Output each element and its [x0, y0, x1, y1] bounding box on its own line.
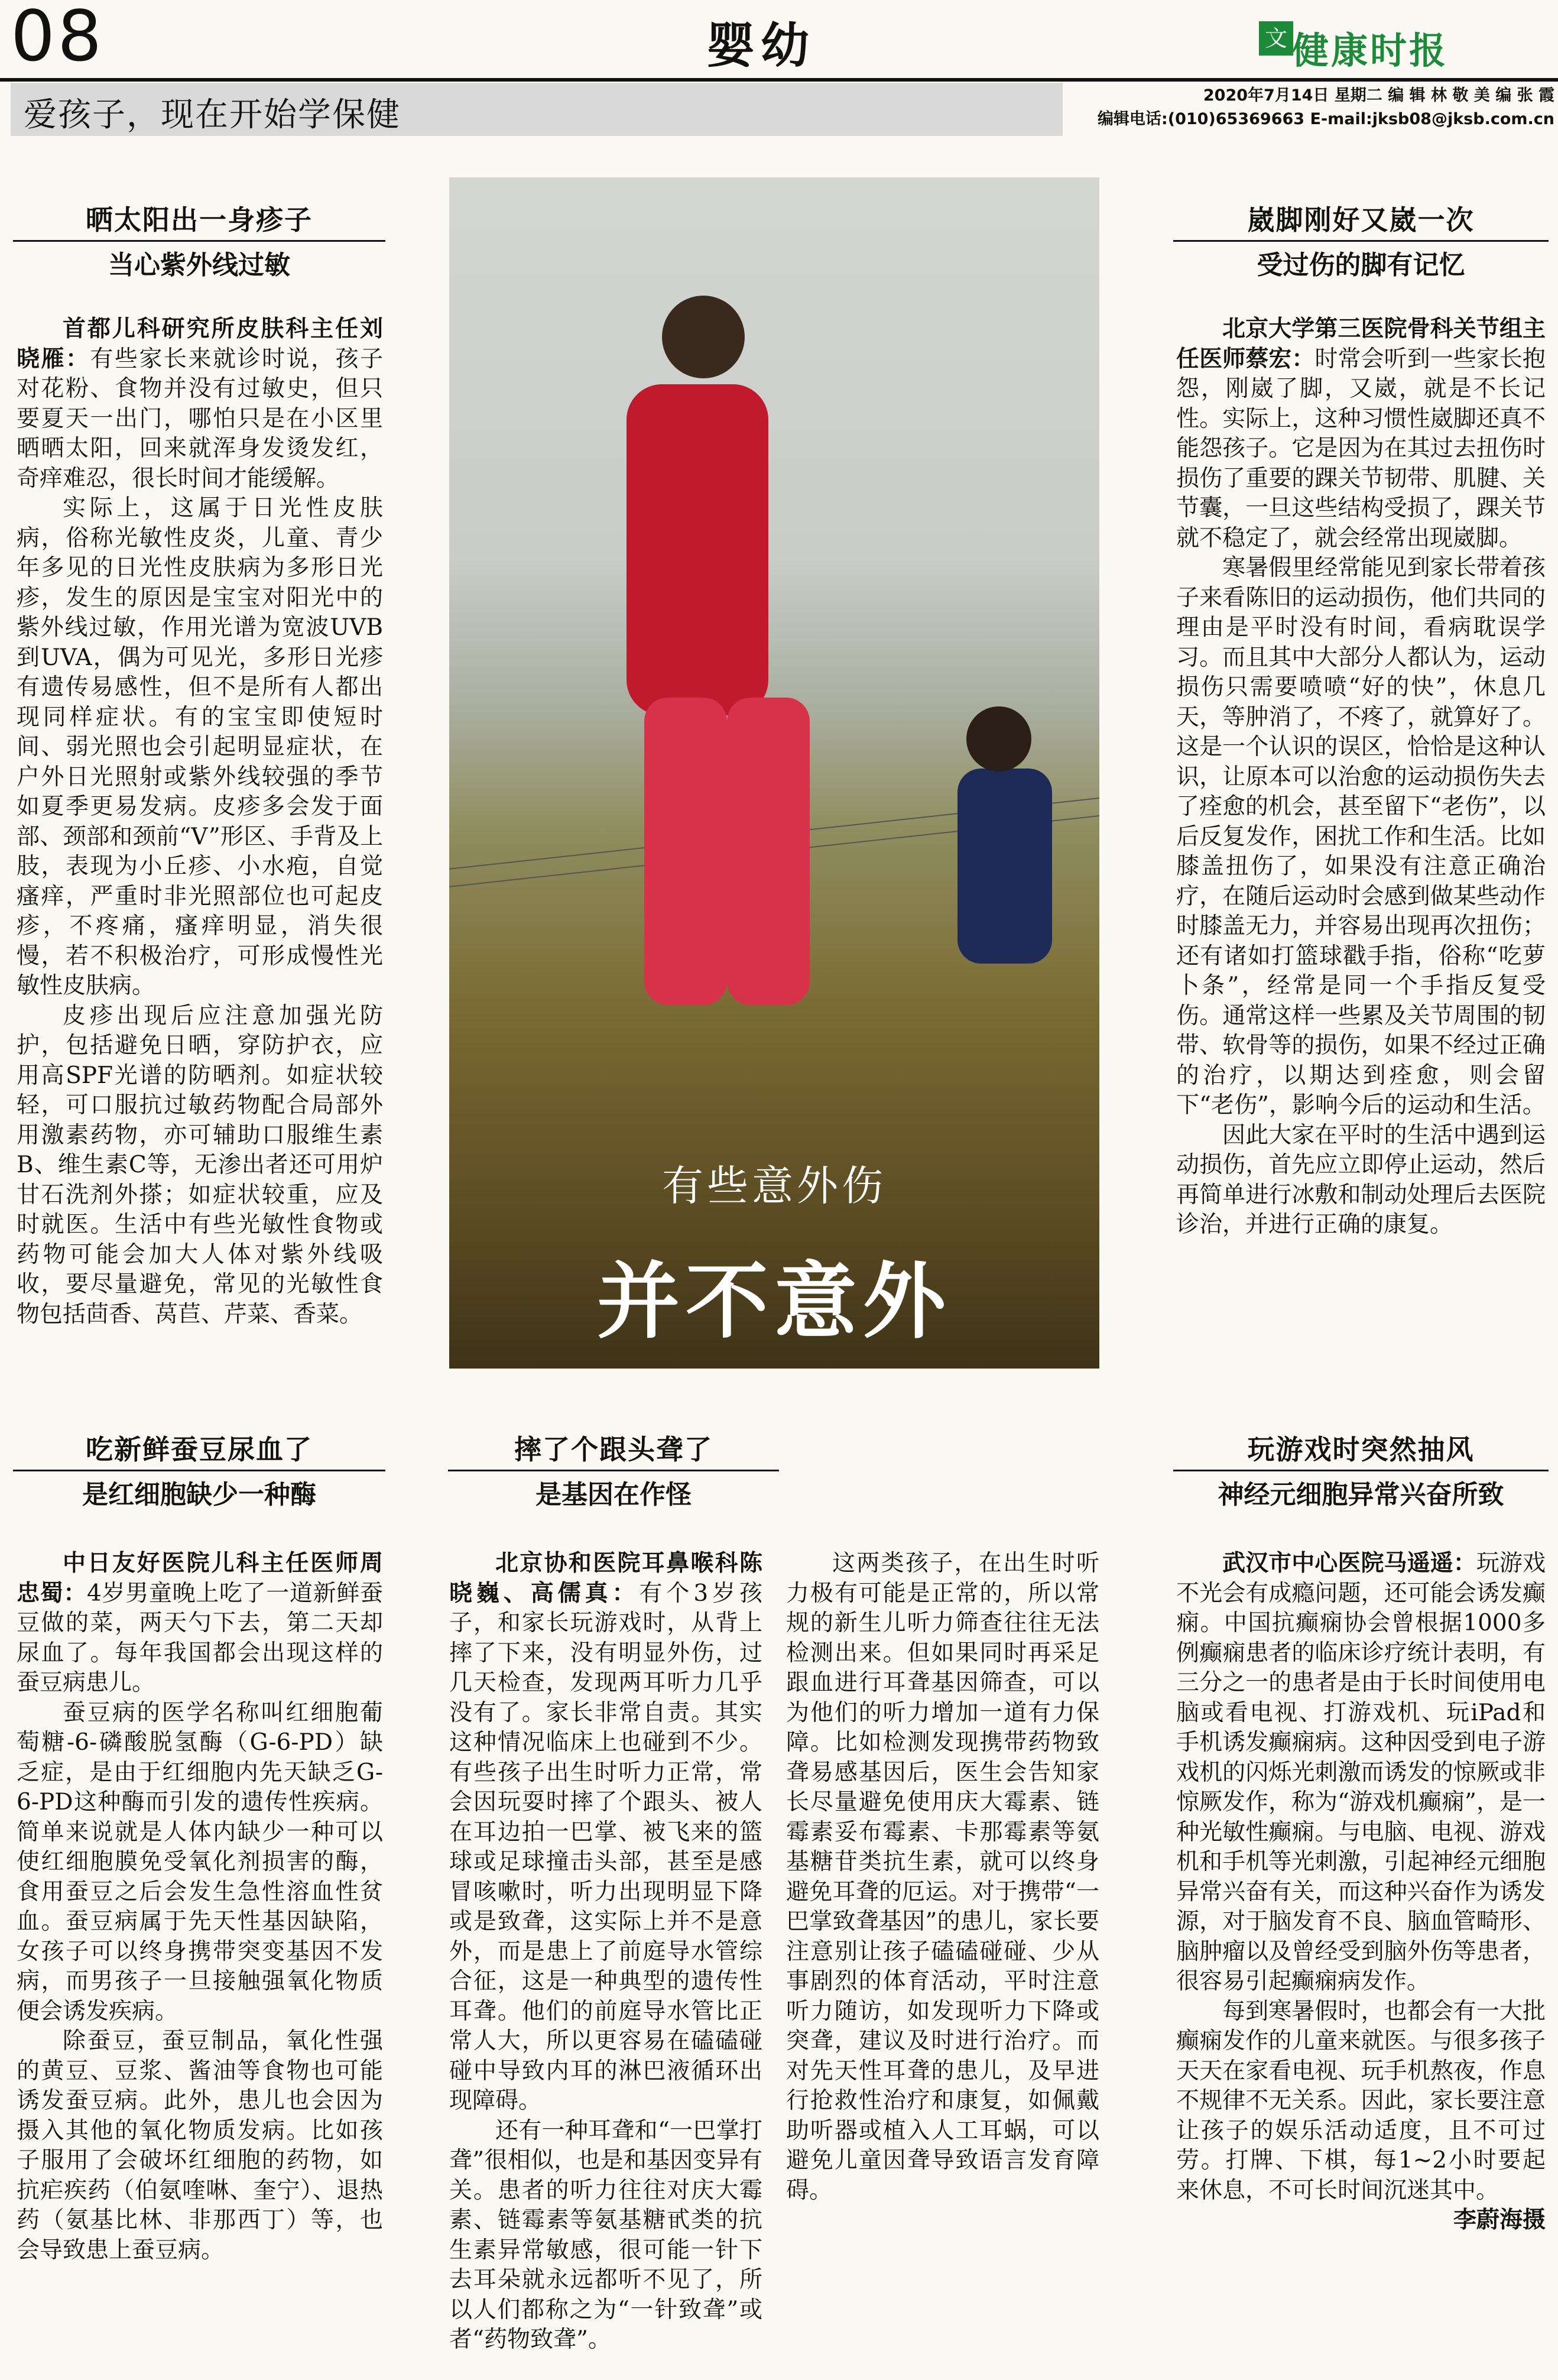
photo-headline-1: 有些意外伤	[662, 1162, 887, 1210]
article-ankle-credit: 北京大学第三医院骨科关节组主任医师蔡宏：	[1176, 316, 1546, 372]
paragraph: 每到寒暑假时，也都会有一大批癫痫发作的儿童来就医。与很多孩子天天在家看电视、玩手机熬夜，作息不规律不无关系。因此，家长要注意让孩子的娱乐活动适度，且不可过劳。打牌、下棋，每1~2小时要起来休息，不可长时间沉迷其中。	[1176, 1998, 1546, 2204]
article-deaf-subtitle: 是基因在作怪	[535, 1480, 692, 1510]
photo-headline-2: 并不意外	[596, 1253, 952, 1350]
date-line: 2020年7月14日 星期二 编 辑 林 敬 美 编 张 霞	[1203, 86, 1554, 105]
paragraph: 玩游戏不光会有成瘾问题，还可能会诱发癫痫。中国抗癫痫协会曾根据1000多例癫痫患者的临床诊疗统计表明，有三分之一的患者是由于长时间使用电脑或看电视、打游戏机、玩iPad和手机诱发癫痫病。这种因受到电子游戏机的闪烁光刺激而诱发的惊厥或非惊厥发作，称为“游戏机癫痫”，是一种光敏性癫痫。与电脑、电视、游戏机和手机等光刺激，引起神经元细胞异常兴奋有关，而这种兴奋作为诱发源，对于脑发育不良、脑血管畸形、脑肿瘤以及曾经受到脑外伤等患者，很容易引起癫痫病发作。	[1176, 1550, 1546, 1995]
article-sun-body	[17, 314, 383, 1330]
paragraph: 有个3岁孩子，和家长玩游戏时，从背上摔了下来，没有明显外伤，过几天检查，发现两耳听力几乎没有了。家长非常自责。其实这种情况临床上也碰到不少。有些孩子出生时听力正常，常会因玩耍时摔了个跟头、被人在耳边拍一巴掌、被飞来的篮球或足球撞击头部，甚至是感冒咳嗽时，听力出现明显下降或是致聋，这实际上并不是意外，而是患上了前庭导水管综合征，这是一种典型的遗传性耳聋。他们的前庭导水管比正常人大，所以更容易在磕磕碰碰中导致内耳的淋巴液循环出现障碍。	[449, 1580, 762, 2114]
article-sun-credit: 首都儿科研究所皮肤科主任刘晓雁：	[17, 316, 383, 372]
article-deaf-body	[449, 1549, 1099, 2365]
page-number: 08	[11, 0, 105, 77]
article-bean-body	[17, 1549, 383, 2265]
article-ankle-subtitle: 受过伤的脚有记忆	[1257, 250, 1465, 280]
paragraph: 除蚕豆，蚕豆制品，氧化性强的黄豆、豆浆、酱油等食物也可能诱发蚕豆病。此外，患儿也会因为摄入其他的氧化物质发病。比如孩子服用了会破坏红细胞的药物，如抗疟疾药（伯氨喹啉、奎宁）、退热药（氨基比林、非那西丁）等，也会导致患上蚕豆病。	[17, 2028, 383, 2264]
section-title: 婴幼	[706, 17, 816, 74]
paragraph: 有些家长来就诊时说，孩子对花粉、食物并没有过敏史，但只要夏天一出门，哪怕只是在小区里晒晒太阳，回来就浑身发烫发红，奇痒难忍，很长时间才能缓解。	[17, 345, 383, 492]
paragraph: 因此大家在平时的生活中遇到运动损伤，首先应立即停止运动，然后再简单进行冰敷和制动处理后去医院诊治，并进行正确的康复。	[1176, 1121, 1546, 1238]
article-game-body	[1176, 1549, 1546, 2236]
article-game-header	[1173, 1431, 1549, 1519]
article-game-credit: 武汉市中心医院马遥遥：	[1222, 1550, 1476, 1577]
article-ankle-header	[1173, 201, 1549, 289]
issue-meta	[1093, 84, 1554, 131]
article-game-title: 玩游戏时突然抽风	[1247, 1434, 1475, 1465]
photo-byline: 李蔚海摄	[1453, 2207, 1546, 2233]
article-deaf-header	[448, 1431, 779, 1519]
article-deaf-title: 摔了个跟头聋了	[514, 1434, 713, 1465]
paper-logo-icon: 文	[1259, 21, 1293, 56]
paragraph: 皮疹出现后应注意加强光防护，包括避免日晒，穿防护衣，应用高SPF光谱的防晒剂。如症状较轻，可口服抗过敏药物配合局部外用激素药物，亦可辅助口服维生素B、维生素C等，无渗出者还可用炉甘石洗剂外搽；如症状较重，应及时就医。生活中有些光敏性食物或药物可能会加大人体对紫外线吸收，要尽量避免，常见的光敏性食物包括茴香、莴苣、芹菜、香菜。	[17, 1002, 383, 1328]
paper-name: 健康时报	[1292, 29, 1449, 72]
masthead-rule	[0, 78, 1558, 82]
paragraph: 寒暑假里经常能见到家长带着孩子来看陈旧的运动损伤，他们共同的理由是平时没有时间，看病耽误学习。而且其中大部分人都认为，运动损伤只需要喷喷“好的快”，休息几天，等肿消了，不疼了，就算好了。这是一个认识的误区，恰恰是这种认识，让原本可以治愈的运动损伤失去了痊愈的机会，甚至留下“老伤”，以后反复发作，困扰工作和生活。比如膝盖扭伤了，如果没有注意正确治疗，在随后运动时会感到做某些动作时膝盖无力，并容易出现再次扭伤；还有诸如打篮球戳手指，俗称“吃萝卜条”，经常是同一个手指反复受伤。通常这样一些累及关节周围的韧带、软骨等的损伤，如果不经过正确的治疗，以期达到痊愈，则会留下“老伤”，影响今后的运动和生活。	[1176, 555, 1546, 1118]
article-ankle-title: 崴脚刚好又崴一次	[1247, 204, 1475, 236]
article-sun-subtitle: 当心紫外线过敏	[108, 250, 290, 280]
article-sun-title: 晒太阳出一身疹子	[86, 204, 313, 236]
article-game-subtitle: 神经元细胞异常兴奋所致	[1218, 1480, 1504, 1510]
article-bean-header	[13, 1431, 385, 1519]
paragraph: 蚕豆病的医学名称叫红细胞葡萄糖-6-磷酸脱氢酶（G-6-PD）缺乏症，是由于红细胞内先天缺乏G-6-PD这种酶而引发的遗传性疾病。简单来说就是人体内缺少一种可以使红细胞膜免受氧化剂损害的酶，食用蚕豆之后会发生急性溶血性贫血。蚕豆病属于先天性基因缺陷，女孩子可以终身携带突变基因不发病，而男孩子一旦接触强氧化物质便会诱发疾病。	[17, 1699, 383, 2025]
paragraph: 这两类孩子，在出生时听力极有可能是正常的，所以常规的新生儿听力筛查往往无法检测出来。但如果同时再采足跟血进行耳聋基因筛查，可以为他们的听力增加一道有力保障。比如检测发现携带药物致聋易感基因后，医生会告知家长尽量避免使用庆大霉素、链霉素妥布霉素、卡那霉素等氨基糖苷类抗生素，就可以终身避免耳聋的厄运。对于携带“一巴掌致聋基因”的患儿，家长要注意别让孩子磕磕碰碰、少从事剧烈的体育活动，平时注意听力随访，如发现听力下降或突聋，建议及时进行治疗。而对先天性耳聋的患儿，及早进行抢救性治疗和康复，如佩戴助听器或植入人工耳蜗，可以避免儿童因聋导致语言发育障碍。	[786, 1550, 1099, 2204]
slogan: 爱孩子，现在开始学保健	[24, 96, 401, 134]
paragraph: 时常会听到一些家长抱怨，刚崴了脚，又崴，就是不长记性。实际上，这种习惯性崴脚还真不能怨孩子。它是因为在其过去扭伤时损伤了重要的踝关节韧带、肌腱、关节囊，一旦这些结构受损了，踝关节就不稳定了，就会经常出现崴脚。	[1176, 345, 1546, 552]
contact-line: 编辑电话:(010)65369663 E-mail:jksb08@jksb.com.cn	[1097, 110, 1554, 128]
article-deaf-credit: 北京协和医院耳鼻喉科陈晓巍、高儒真：	[449, 1550, 762, 1607]
hero-photo	[449, 177, 1099, 1369]
paragraph: 实际上，这属于日光性皮肤病，俗称光敏性皮炎，儿童、青少年多见的日光性皮肤病为多形日光疹，发生的原因是宝宝对阳光中的紫外线过敏，作用光谱为宽波UVB到UVA，偶为可见光，多形日光疹有遗传易感性，但不是所有人都出现同样症状。有的宝宝即使短时间、弱光照也会引起明显症状，在户外日光照射或紫外线较强的季节如夏季更易发病。皮疹多会发于面部、颈部和颈前“V”形区、手背及上肢，表现为小丘疹、小水疱，自觉瘙痒，严重时非光照部位也可起皮疹，不疼痛，瘙痒明显，消失很慢，若不积极治疗，可形成慢性光敏性皮肤病。	[17, 495, 383, 999]
article-bean-subtitle: 是红细胞缺少一种酶	[82, 1480, 316, 1510]
article-ankle-body	[1176, 314, 1546, 1240]
article-sun-header	[13, 201, 385, 289]
article-bean-title: 吃新鲜蚕豆尿血了	[86, 1434, 313, 1465]
paragraph: 还有一种耳聋和“一巴掌打聋”很相似，也是和基因变异有关。患者的听力往往对庆大霉素、链霉素等氨基糖甙类的抗生素异常敏感，很可能一针下去耳朵就永远都听不见了，所以人们都称之为“一针致聋”或者“药物致聋”。	[449, 2117, 762, 2353]
article-bean-credit: 中日友好医院儿科主任医师周忠蜀：	[17, 1550, 383, 1607]
paragraph: 4岁男童晚上吃了一道新鲜蚕豆做的菜，两天勺下去，第二天却尿血了。每年我国都会出现这样的蚕豆病患儿。	[17, 1580, 383, 1696]
